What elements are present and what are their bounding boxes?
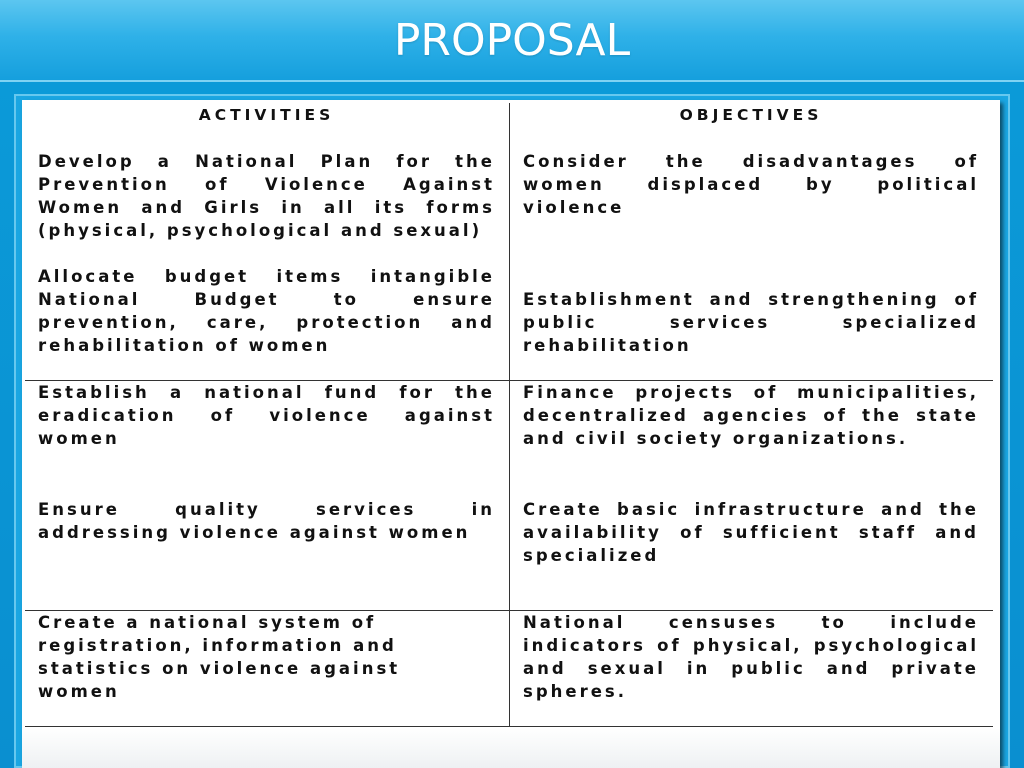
header-activities: ACTIVITIES bbox=[25, 103, 510, 150]
objectives-cell bbox=[510, 381, 994, 611]
objective-text: Finance projects of municipalities, decentralized agencies of the state and civil society organizations. bbox=[523, 383, 979, 448]
table-row bbox=[25, 150, 993, 381]
table-row bbox=[25, 381, 993, 611]
table-paper bbox=[22, 100, 1000, 768]
table-row bbox=[25, 611, 993, 727]
table-header-row bbox=[25, 103, 993, 150]
activity-text: Ensure quality services in addressing violence against women bbox=[38, 500, 495, 542]
objectives-cell bbox=[510, 150, 994, 381]
paper-bottom-shade bbox=[22, 728, 1000, 768]
title-bar bbox=[0, 0, 1024, 82]
activity-text: Establish a national fund for the eradication of violence against women bbox=[38, 383, 495, 448]
objective-text: National censuses to include indicators of physical, psychological and sexual in public and private spheres. bbox=[523, 613, 979, 701]
header-objectives: OBJECTIVES bbox=[679, 106, 823, 124]
activity-text: Develop a National Plan for the Prevention of Violence Against Women and Girls in all its forms (physical, psychological and sexual) bbox=[38, 152, 495, 240]
activities-cell bbox=[25, 381, 510, 611]
activity-text: Create a national system of registration, information and statistics on violence against women bbox=[38, 613, 401, 701]
proposal-table bbox=[25, 103, 993, 727]
objective-text: Establishment and strengthening of public services specialized rehabilitation bbox=[523, 290, 979, 355]
objective-text: Create basic infrastructure and the availability of sufficient staff and specialized bbox=[523, 500, 979, 565]
activities-cell bbox=[25, 611, 510, 727]
activity-text: Allocate budget items intangible National Budget to ensure prevention, care, protection and rehabilitation of women bbox=[38, 267, 495, 355]
slide-title: PROPOSAL bbox=[393, 14, 631, 66]
objective-text: Consider the disadvantages of women displaced by political violence bbox=[523, 152, 979, 217]
activities-cell bbox=[25, 150, 510, 381]
objectives-cell bbox=[510, 611, 994, 727]
